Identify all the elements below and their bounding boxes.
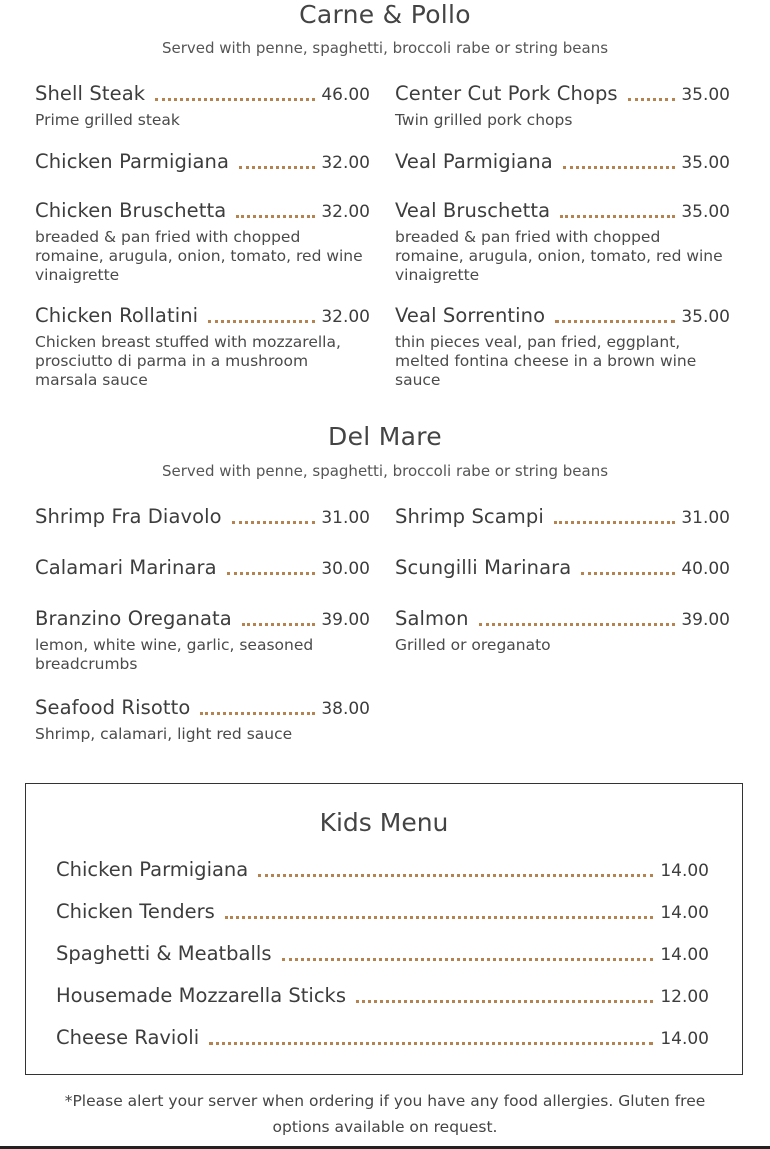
item-description: Grilled or oreganato bbox=[395, 636, 551, 654]
kids-menu-item bbox=[56, 1025, 709, 1049]
leader-dots bbox=[479, 623, 676, 626]
item-description: Prime grilled steak bbox=[35, 111, 180, 129]
item-price: 39.00 bbox=[321, 610, 370, 630]
kids-menu-item bbox=[56, 899, 709, 923]
item-price: 35.00 bbox=[681, 307, 730, 327]
item-price: 12.00 bbox=[660, 987, 709, 1007]
item-name: Chicken Rollatini bbox=[35, 304, 199, 327]
item-name: Veal Sorrentino bbox=[395, 304, 546, 327]
item-name: Shrimp Scampi bbox=[395, 505, 544, 528]
menu-item bbox=[395, 198, 730, 285]
leader-dots bbox=[225, 916, 654, 919]
item-name: Chicken Bruschetta bbox=[35, 199, 227, 222]
leader-dots bbox=[155, 98, 315, 101]
item-name: Scungilli Marinara bbox=[395, 556, 572, 579]
item-price: 31.00 bbox=[681, 508, 730, 528]
item-name: Chicken Tenders bbox=[56, 900, 215, 923]
item-price: 46.00 bbox=[321, 85, 370, 105]
item-price: 14.00 bbox=[660, 861, 709, 881]
allergy-note: *Please alert your server when ordering if you have any food allergies. Gluten free options available on request. bbox=[64, 1092, 706, 1136]
item-name: Housemade Mozzarella Sticks bbox=[56, 984, 346, 1007]
item-name: Salmon bbox=[395, 607, 469, 630]
item-price: 30.00 bbox=[321, 559, 370, 579]
leader-dots bbox=[560, 215, 675, 218]
item-price: 35.00 bbox=[681, 153, 730, 173]
leader-dots bbox=[258, 874, 653, 877]
item-description: thin pieces veal, pan fried, eggplant, melted fontina cheese in a brown wine sauce bbox=[395, 333, 697, 389]
item-name: Chicken Parmigiana bbox=[56, 858, 249, 881]
menu-item bbox=[35, 504, 370, 528]
leader-dots bbox=[554, 521, 675, 524]
item-description: breaded & pan fried with chopped romaine, arugula, onion, tomato, red wine vinaigrette bbox=[35, 228, 363, 284]
leader-dots bbox=[563, 166, 675, 169]
item-description: Twin grilled pork chops bbox=[395, 111, 573, 129]
kids-menu-item bbox=[56, 941, 709, 965]
leader-dots bbox=[208, 320, 315, 323]
item-price: 32.00 bbox=[321, 202, 370, 222]
leader-dots bbox=[239, 166, 315, 169]
item-price: 38.00 bbox=[321, 699, 370, 719]
item-price: 35.00 bbox=[681, 202, 730, 222]
section-title-mare: Del Mare bbox=[328, 422, 442, 451]
section-title-carne: Carne & Pollo bbox=[299, 0, 471, 29]
leader-dots bbox=[232, 521, 316, 524]
item-name: Chicken Parmigiana bbox=[35, 150, 230, 173]
item-name: Seafood Risotto bbox=[35, 696, 191, 719]
item-name: Shell Steak bbox=[35, 82, 146, 105]
kids-menu-item bbox=[56, 983, 709, 1007]
menu-item bbox=[35, 81, 370, 130]
menu-item bbox=[395, 149, 730, 173]
item-price: 32.00 bbox=[321, 153, 370, 173]
item-description: Chicken breast stuffed with mozzarella, prosciutto di parma in a mushroom marsala sauce bbox=[35, 333, 341, 389]
section-subtitle-mare: Served with penne, spaghetti, broccoli rabe or string beans bbox=[161, 462, 609, 480]
item-description: lemon, white wine, garlic, seasoned breadcrumbs bbox=[35, 636, 314, 673]
leader-dots bbox=[236, 215, 315, 218]
kids-menu-box bbox=[25, 783, 743, 1075]
item-description: Shrimp, calamari, light red sauce bbox=[35, 725, 293, 743]
item-description: breaded & pan fried with chopped romaine, arugula, onion, tomato, red wine vinaigrette bbox=[395, 228, 723, 284]
item-name: Branzino Oreganata bbox=[35, 607, 232, 630]
item-price: 39.00 bbox=[681, 610, 730, 630]
kids-menu-item bbox=[56, 857, 709, 881]
leader-dots bbox=[242, 623, 316, 626]
menu-item bbox=[35, 149, 370, 173]
item-price: 14.00 bbox=[660, 945, 709, 965]
menu-item bbox=[395, 606, 730, 655]
leader-dots bbox=[581, 572, 675, 575]
item-price: 40.00 bbox=[681, 559, 730, 579]
leader-dots bbox=[555, 320, 675, 323]
item-name: Veal Bruschetta bbox=[395, 199, 551, 222]
leader-dots bbox=[227, 572, 316, 575]
item-price: 35.00 bbox=[681, 85, 730, 105]
menu-item bbox=[395, 504, 730, 528]
menu-item bbox=[35, 555, 370, 579]
menu-item bbox=[395, 81, 730, 130]
leader-dots bbox=[200, 712, 315, 715]
menu-item bbox=[35, 303, 370, 390]
item-name: Spaghetti & Meatballs bbox=[56, 942, 272, 965]
item-price: 32.00 bbox=[321, 307, 370, 327]
menu-item bbox=[395, 303, 730, 390]
item-price: 14.00 bbox=[660, 1029, 709, 1049]
item-name: Cheese Ravioli bbox=[56, 1026, 200, 1049]
menu-item bbox=[35, 695, 370, 744]
item-name: Shrimp Fra Diavolo bbox=[35, 505, 222, 528]
menu-item bbox=[35, 606, 370, 674]
leader-dots bbox=[628, 98, 676, 101]
item-name: Center Cut Pork Chops bbox=[395, 82, 618, 105]
kids-menu-title: Kids Menu bbox=[319, 808, 449, 837]
leader-dots bbox=[356, 1000, 653, 1003]
menu-item bbox=[35, 198, 370, 285]
menu-item bbox=[395, 555, 730, 579]
item-price: 31.00 bbox=[321, 508, 370, 528]
section-subtitle-carne: Served with penne, spaghetti, broccoli rabe or string beans bbox=[161, 39, 609, 57]
item-price: 14.00 bbox=[660, 903, 709, 923]
item-name: Calamari Marinara bbox=[35, 556, 217, 579]
leader-dots bbox=[282, 958, 654, 961]
item-name: Veal Parmigiana bbox=[395, 150, 553, 173]
leader-dots bbox=[209, 1042, 653, 1045]
